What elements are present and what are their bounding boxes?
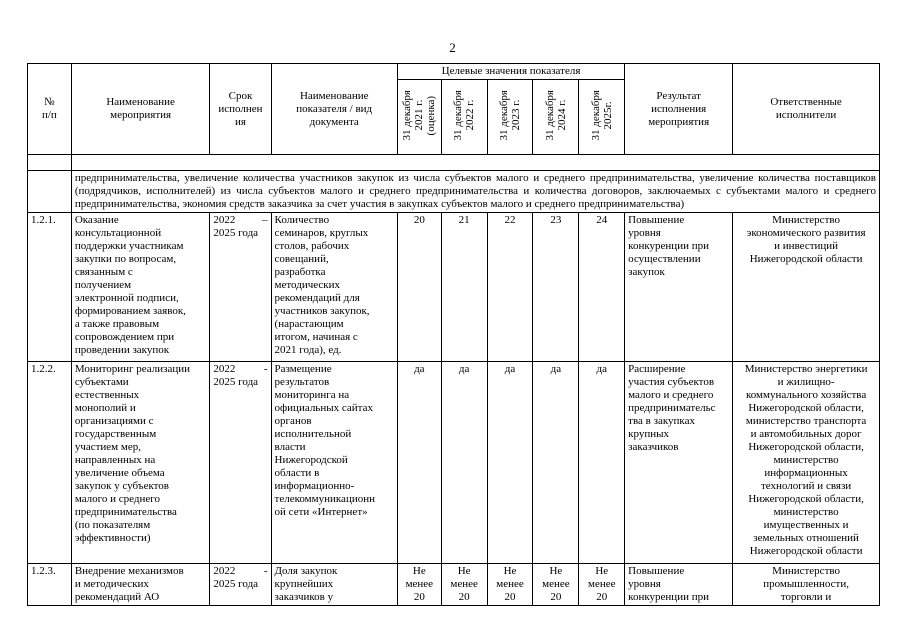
text-lines xyxy=(628,90,729,129)
row-responsible xyxy=(733,362,880,564)
text-lines xyxy=(275,363,394,519)
text-lines xyxy=(736,565,876,604)
text-line: 2021 года), ед. xyxy=(274,344,342,356)
row-result xyxy=(625,564,733,606)
text-line: информационных xyxy=(764,467,848,479)
text-line: и инвестиций xyxy=(774,240,839,252)
header-term xyxy=(210,64,271,155)
text-line: формированием заявок, xyxy=(74,305,186,317)
text-line: экономического развития xyxy=(746,227,866,239)
text-lines xyxy=(628,214,729,279)
text-line: телекоммуникационн xyxy=(274,493,375,505)
text-line: и автомобильных дорог xyxy=(750,428,862,440)
table-row xyxy=(28,564,880,606)
text-line: Нижегородской области, xyxy=(748,441,864,453)
text-line: участников закупок, xyxy=(274,305,370,317)
row-value-2025 xyxy=(579,564,625,606)
text-line: конкуренции при xyxy=(628,240,709,252)
text-line: рекомендаций АО xyxy=(74,591,160,603)
row-responsible xyxy=(733,564,880,606)
text-lines xyxy=(75,565,207,604)
row-value-2022 xyxy=(441,564,487,606)
text-line: закупок xyxy=(628,266,665,278)
text-line: и жилищно- xyxy=(777,376,835,388)
row-term: 2022 – 2025 года xyxy=(210,213,271,362)
text-line: Министерство xyxy=(772,565,840,577)
row-num: 1.2.1. xyxy=(28,213,72,362)
text-line: 31 декабря xyxy=(401,89,414,141)
text-line: Не xyxy=(412,565,426,577)
text-line: мероприятия xyxy=(648,115,710,128)
text-line: 2021 г. xyxy=(413,99,426,131)
row-num: 1.2.3. xyxy=(28,564,72,606)
row-result xyxy=(625,362,733,564)
text-line: Доля закупок xyxy=(274,565,338,577)
text-line: 20 xyxy=(458,591,470,603)
text-line: Не xyxy=(503,565,517,577)
text-line: рекомендаций для xyxy=(274,292,360,304)
text-lines xyxy=(590,90,614,140)
row-value-2023 xyxy=(487,564,533,606)
text-line: министерство транспорта xyxy=(745,415,867,427)
continuation-text: предпринимательства, увеличение количества участников закупок из числа субъектов малого и среднего предпринимательства, увеличение количества поставщиков (подрядчиков, исполнителей) из числа субъектов малого и среднего предпринимательства и количества договоров, заключаемых с субъектами малого и среднего предпринимательства, экономия средств заказчика за счет участия в закупках субъектов малого и среднего предпринимательства) xyxy=(71,171,879,213)
text-line: документа xyxy=(309,115,359,128)
row-responsible xyxy=(733,213,880,362)
text-line: мероприятия xyxy=(110,109,172,121)
text-lines xyxy=(628,363,729,454)
text-line: № xyxy=(44,96,55,108)
text-line: менее xyxy=(542,578,570,590)
text-line: показателя / вид xyxy=(296,102,373,115)
text-line: власти xyxy=(274,441,306,453)
text-line: монополий и xyxy=(74,402,136,414)
row-result xyxy=(625,213,733,362)
text-line: технологий и связи xyxy=(761,480,852,492)
table-row xyxy=(28,213,880,362)
row-event-name xyxy=(71,564,210,606)
empty-cell xyxy=(28,155,72,171)
text-line: менее xyxy=(450,578,478,590)
text-line: участия субъектов xyxy=(628,376,715,388)
text-line: методических xyxy=(274,279,341,291)
text-line: Результат xyxy=(656,89,701,102)
text-lines xyxy=(628,565,729,604)
text-line: информационно- xyxy=(274,480,355,492)
row-num: 1.2.2. xyxy=(28,362,72,564)
text-line: предпринимательства xyxy=(74,506,177,518)
text-lines xyxy=(401,565,438,604)
text-line: малого и среднего xyxy=(628,389,714,401)
text-line: получением xyxy=(74,279,132,291)
text-line: государственным xyxy=(74,428,157,440)
text-line: итогом, начиная с xyxy=(274,331,358,343)
text-lines xyxy=(544,90,568,140)
text-line: поддержки участникам xyxy=(74,240,184,252)
text-line: проведении закупок xyxy=(74,344,170,356)
text-line: консультационной xyxy=(74,227,162,239)
text-line: менее 20 xyxy=(405,578,434,603)
measures-table xyxy=(27,63,880,606)
text-line: направленных на xyxy=(74,454,156,466)
text-line: 31 декабря xyxy=(589,89,602,141)
text-line: конкуренции при xyxy=(628,591,709,603)
text-line: промышленности, xyxy=(763,578,849,590)
text-line: Расширение xyxy=(628,363,686,375)
text-line: Ответственные xyxy=(770,96,842,108)
text-lines xyxy=(536,565,575,604)
text-line: электронной подписи, xyxy=(74,292,179,304)
text-line: крупных xyxy=(628,428,670,440)
text-line: министерство xyxy=(773,454,839,466)
text-line: исполнительной xyxy=(274,428,352,440)
text-line: тва в закупках xyxy=(628,415,695,427)
text-line: 20 xyxy=(596,591,608,603)
text-line: Нижегородской области, xyxy=(748,402,864,414)
text-lines xyxy=(452,90,476,140)
text-line: 20 xyxy=(504,591,516,603)
text-line: Повышение xyxy=(628,565,685,577)
text-line: торговли и xyxy=(780,591,832,603)
text-lines xyxy=(582,565,621,604)
text-line: субъектами xyxy=(74,376,129,388)
text-line: исполнения xyxy=(651,102,707,115)
text-line: семинаров, круглых xyxy=(274,227,369,239)
text-line: менее xyxy=(496,578,524,590)
row-value-2025: да xyxy=(579,362,625,564)
text-line: официальных сайтах xyxy=(274,402,373,414)
text-line: (оценка) xyxy=(425,95,438,135)
text-lines xyxy=(498,90,522,140)
text-line: Нижегородской xyxy=(274,454,348,466)
text-line: закупок у субъектов xyxy=(74,480,169,492)
text-lines xyxy=(75,214,207,357)
text-lines xyxy=(213,90,267,129)
row-value-2022: 21 xyxy=(441,213,487,362)
row-value-2025: 24 xyxy=(579,213,625,362)
row-event-name xyxy=(71,362,210,564)
row-value-2021: да xyxy=(397,362,441,564)
text-line: эффективности) xyxy=(74,532,151,544)
row-value-2023: 22 xyxy=(487,213,533,362)
text-line: коммунального хозяйства xyxy=(745,389,867,401)
text-line: ия xyxy=(235,115,246,128)
text-line: Не xyxy=(549,565,563,577)
text-line: а также правовым xyxy=(74,318,160,330)
header-num xyxy=(28,64,72,155)
text-line: ой сети «Интернет» xyxy=(274,506,368,518)
text-lines xyxy=(736,363,876,558)
text-lines xyxy=(75,96,207,122)
text-line: Нижегородской области xyxy=(749,253,863,265)
text-lines xyxy=(445,565,484,604)
header-responsible xyxy=(733,64,880,155)
text-line: Оказание xyxy=(74,214,119,226)
text-line: связанным с xyxy=(74,266,133,278)
text-line: увеличение объема xyxy=(74,467,165,479)
header-year-2024 xyxy=(533,80,579,155)
row-value-2022: да xyxy=(441,362,487,564)
text-line: уровня xyxy=(628,578,661,590)
row-value-2024: 23 xyxy=(533,213,579,362)
text-line: Министерство энергетики xyxy=(744,363,868,375)
text-line: разработка xyxy=(274,266,326,278)
text-line: (по показателям xyxy=(74,519,151,531)
text-line: Нижегородской области, xyxy=(748,493,864,505)
text-line: столов, рабочих xyxy=(274,240,350,252)
text-line: уровня xyxy=(628,227,661,239)
text-line: 2022 г. xyxy=(464,99,477,131)
text-line: 31 декабря xyxy=(543,89,556,141)
text-line: исполнен xyxy=(218,102,263,115)
text-line: сопровождением при xyxy=(74,331,175,343)
text-line: Срок xyxy=(228,89,253,102)
text-line: заказчиков у xyxy=(274,591,334,603)
text-line: исполнители xyxy=(775,109,837,121)
text-line: осуществлении xyxy=(628,253,701,265)
header-year-2025 xyxy=(579,80,625,155)
text-line: 31 декабря xyxy=(452,89,465,141)
row-indicator xyxy=(271,362,397,564)
row-value-2024: да xyxy=(533,362,579,564)
row-event-name xyxy=(71,213,210,362)
header-year-2023 xyxy=(487,80,533,155)
row-value-2021 xyxy=(397,564,441,606)
text-line: Повышение xyxy=(628,214,685,226)
row-term: 2022 - 2025 года xyxy=(210,564,271,606)
text-line: области в xyxy=(274,467,320,479)
text-line: (нарастающим xyxy=(274,318,344,330)
text-lines xyxy=(31,96,68,122)
text-line: результатов xyxy=(274,376,330,388)
row-value-2021: 20 xyxy=(397,213,441,362)
row-value-2024 xyxy=(533,564,579,606)
text-line: 2023 г. xyxy=(510,99,522,131)
text-line: крупнейших xyxy=(274,578,334,590)
text-line: органов xyxy=(274,415,312,427)
text-line: участием мер, xyxy=(74,441,141,453)
header-year-2022 xyxy=(441,80,487,155)
header-indicator xyxy=(271,64,397,155)
text-line: закупки по вопросам, xyxy=(74,253,177,265)
text-line: Количество xyxy=(274,214,330,226)
row-indicator xyxy=(271,213,397,362)
text-line: мониторинга на xyxy=(274,389,350,401)
text-line: 2025г. xyxy=(601,100,614,130)
row-term: 2022 - 2025 года xyxy=(210,362,271,564)
page-number: 2 xyxy=(449,40,456,55)
text-line: Внедрение механизмов xyxy=(74,565,184,577)
text-line: Наименование xyxy=(299,89,369,102)
text-line: имущественных и xyxy=(763,519,849,531)
text-line: менее xyxy=(587,578,616,590)
text-line: Министерство xyxy=(772,214,840,226)
text-line: министерство xyxy=(773,506,839,518)
text-lines xyxy=(736,96,876,122)
text-lines xyxy=(75,363,207,545)
text-lines xyxy=(401,90,437,140)
text-line: п/п xyxy=(41,109,57,121)
text-lines xyxy=(491,565,530,604)
text-lines xyxy=(736,214,876,266)
text-line: естественных xyxy=(74,389,140,401)
continuation-text-top xyxy=(71,155,879,171)
header-event-name xyxy=(71,64,210,155)
header-result xyxy=(625,64,733,155)
header-year-2021 xyxy=(397,80,441,155)
text-line: заказчиков xyxy=(628,441,679,453)
text-line: Размещение xyxy=(274,363,332,375)
row-indicator xyxy=(271,564,397,606)
text-line: Мониторинг реализации xyxy=(74,363,191,375)
text-line: 2024 г. xyxy=(555,99,568,131)
text-line: 31 декабря xyxy=(498,89,510,141)
empty-cell xyxy=(28,171,72,213)
text-line: предпринимательс xyxy=(628,402,716,414)
text-line: и методических xyxy=(74,578,149,590)
text-line: 20 xyxy=(550,591,562,603)
header-targets: Целевые значения показателя xyxy=(397,64,624,80)
table-row xyxy=(28,362,880,564)
text-lines xyxy=(275,565,394,604)
text-line: земельных отношений xyxy=(753,532,859,544)
text-line: Не xyxy=(457,565,471,577)
text-line: Наименование xyxy=(106,96,175,108)
text-line: малого и среднего xyxy=(74,493,161,505)
text-line: Нижегородской области xyxy=(749,545,863,557)
row-value-2023: да xyxy=(487,362,533,564)
text-lines xyxy=(275,214,394,357)
text-lines xyxy=(275,90,394,129)
text-line: совещаний, xyxy=(274,253,329,265)
text-line: Не xyxy=(595,565,609,577)
text-line: организациями с xyxy=(74,415,154,427)
